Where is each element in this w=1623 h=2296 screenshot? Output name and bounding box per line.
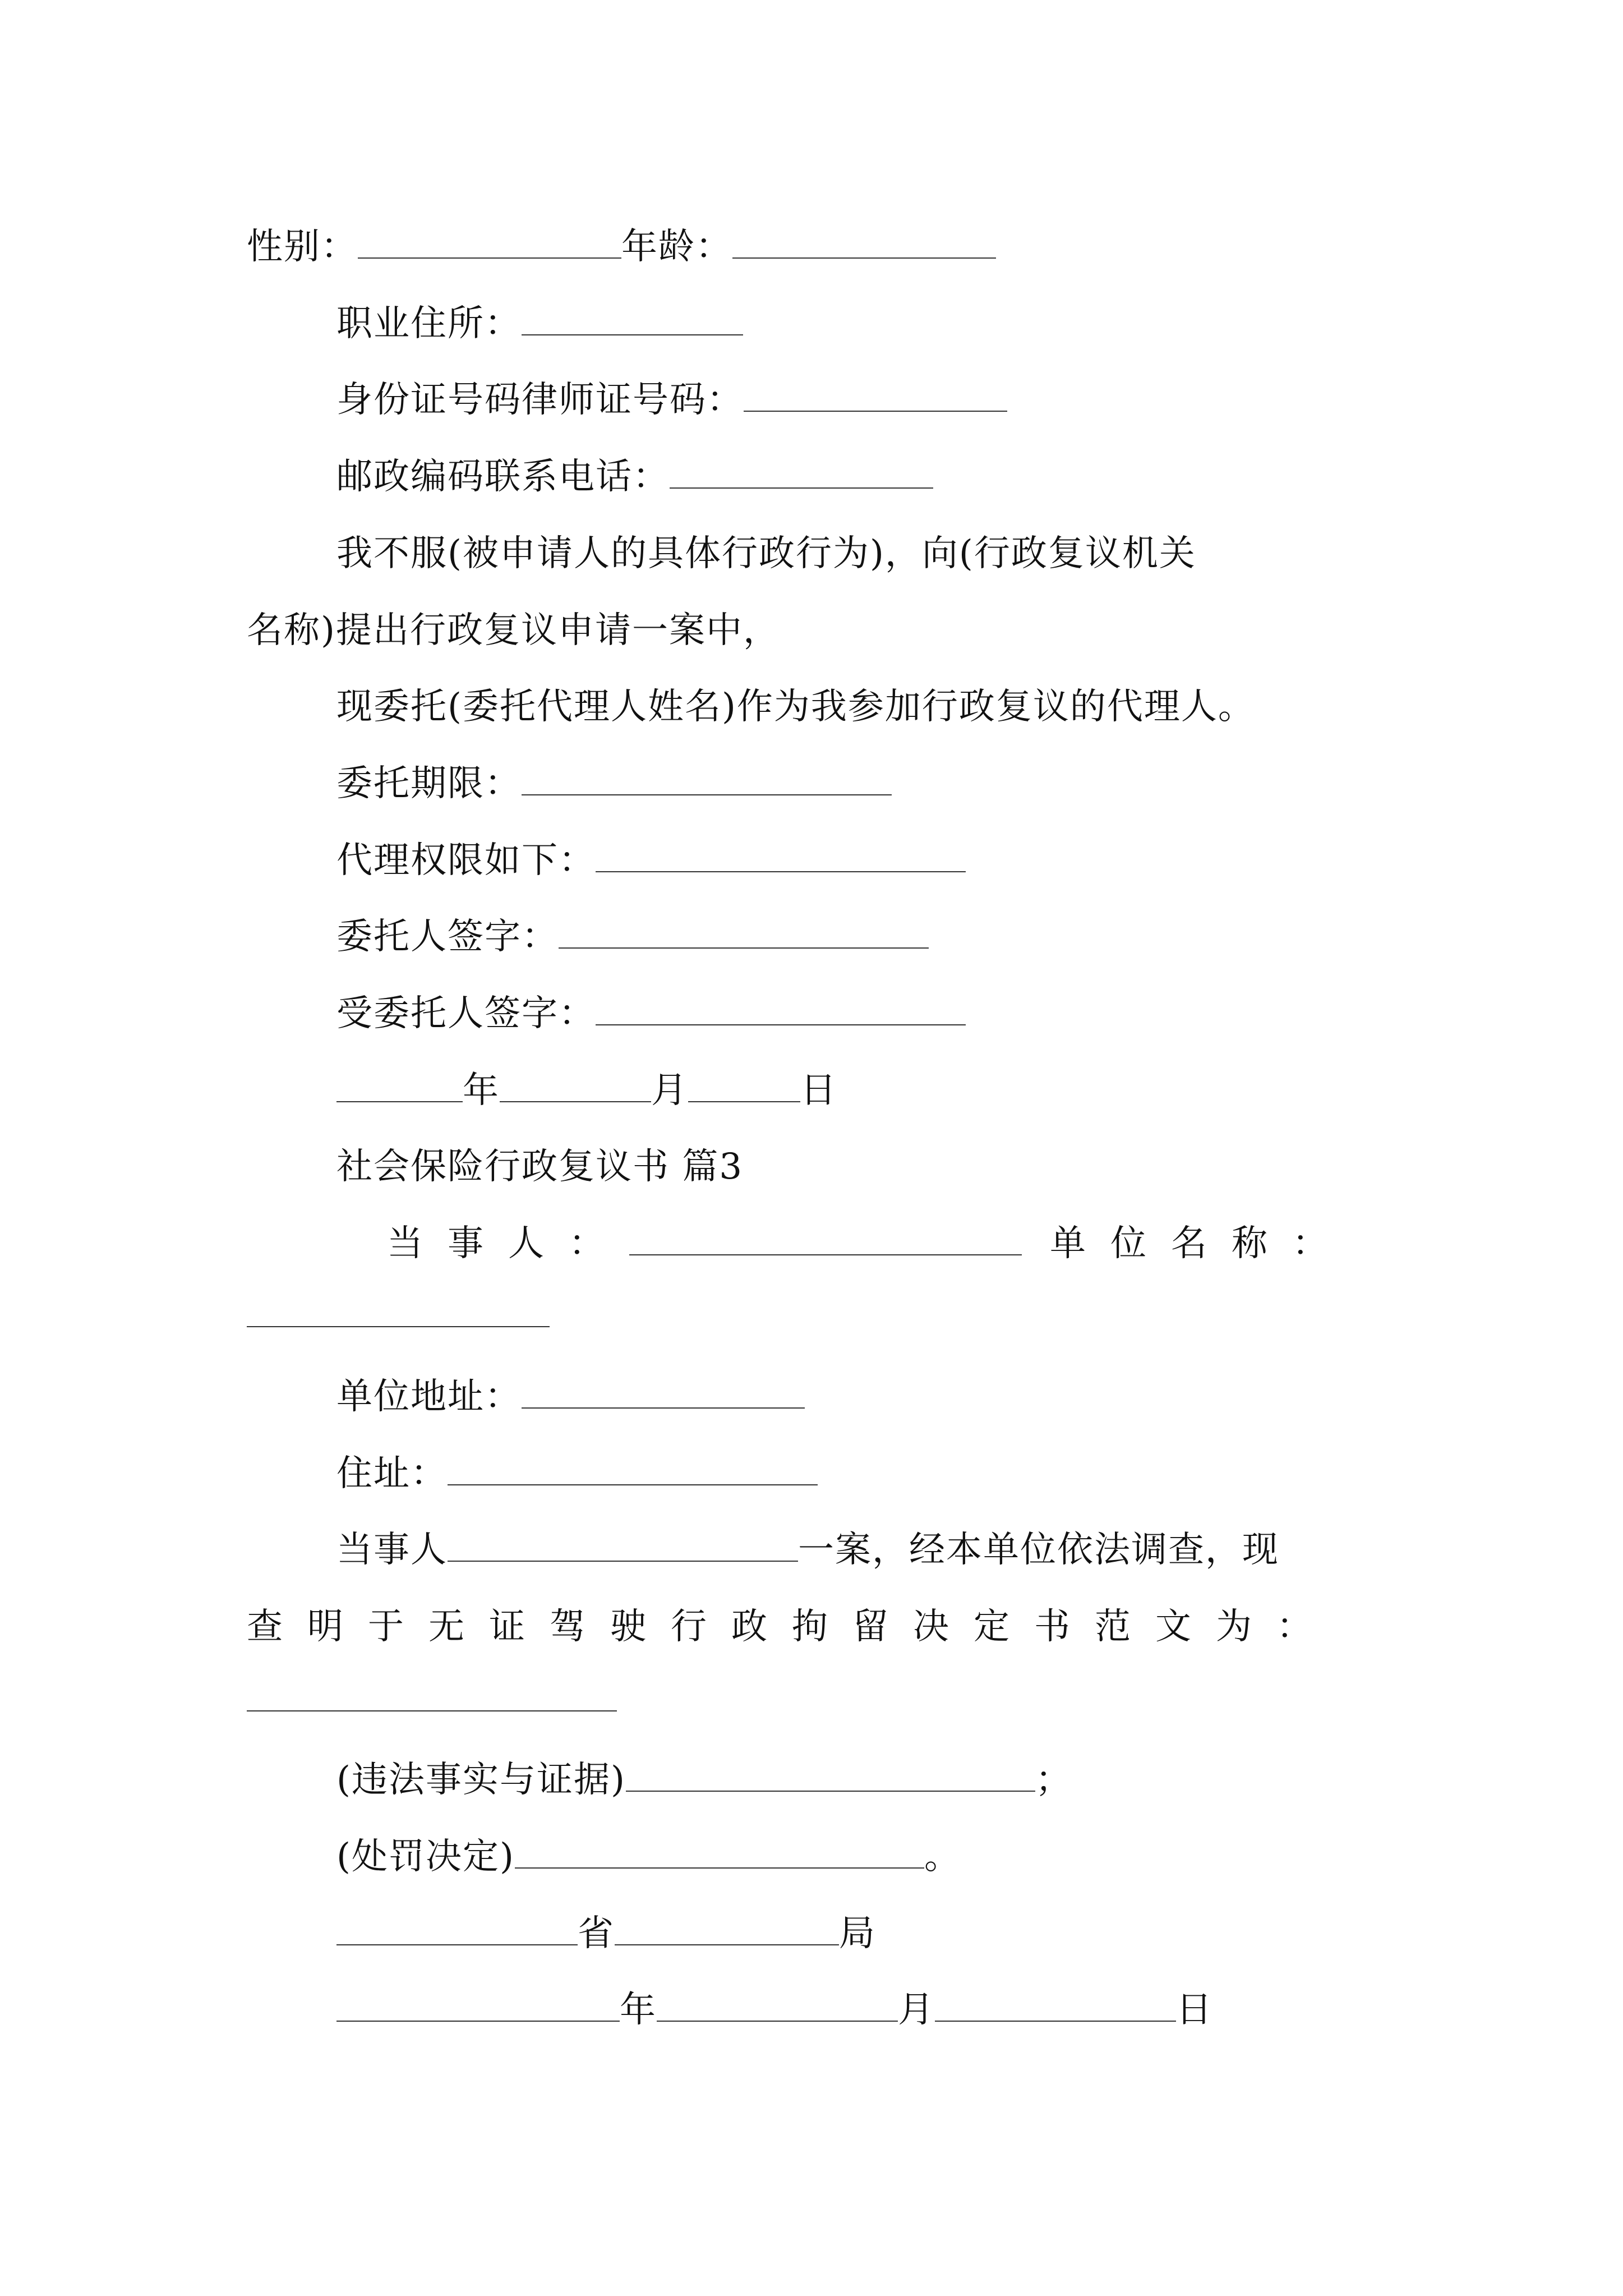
unit-name-label: 单位名称： [1050, 1223, 1353, 1264]
address-blank [448, 1455, 818, 1485]
term-label: 委托期限： [336, 763, 522, 804]
unit-address-label: 单位地址： [336, 1376, 522, 1418]
facts-line [336, 1749, 1072, 1811]
decision-end: 。 [924, 1836, 961, 1878]
case-findings-blank [247, 1681, 617, 1711]
closing-month-label: 月 [898, 1989, 935, 2031]
principal-sign-blank [559, 918, 929, 949]
case-text-1a: 当事人 [336, 1529, 448, 1571]
address-line [336, 1443, 818, 1504]
case-party-blank [448, 1531, 798, 1562]
occupation-address-blank [522, 305, 743, 335]
date-line [336, 1060, 837, 1121]
party-blank [629, 1225, 1022, 1255]
occupation-address-label: 职业住所： [336, 303, 522, 344]
statement-text-1: 我不服(被申请人的具体行政行为)，向(行政复议机关 [336, 533, 1196, 574]
gender-age-line [247, 216, 996, 278]
day-label: 日 [800, 1070, 837, 1111]
closing-day-label: 日 [1176, 1989, 1213, 2031]
decision-line [336, 1826, 961, 1888]
closing-month-blank [657, 1991, 898, 2022]
case-text-1b: 一案，经本单位依法调查，现 [798, 1529, 1279, 1571]
case-line-2 [247, 1596, 1337, 1658]
facts-label: (违法事实与证据) [336, 1759, 626, 1801]
postal-phone-line [336, 446, 933, 508]
statement-line-2 [247, 600, 780, 661]
term-line [336, 753, 892, 815]
agent-sign-label: 受委托人签字： [336, 993, 596, 1034]
month-label: 月 [651, 1070, 688, 1111]
section-3-title: 社会保险行政复议书 篇3 [336, 1146, 744, 1188]
province-label: 省 [578, 1913, 615, 1954]
case-text-2: 查明于无证驾驶行政拘留决定书范文为： [247, 1606, 1337, 1648]
principal-sign-label: 委托人签字： [336, 916, 559, 958]
age-blank [732, 228, 996, 259]
gender-label: 性别： [247, 226, 358, 268]
closing-year-label: 年 [620, 1989, 657, 2031]
case-continuation-line [247, 1669, 617, 1731]
authority-blank [596, 842, 966, 872]
unit-name-blank [247, 1297, 550, 1327]
case-line-1 [336, 1519, 1279, 1581]
year-label: 年 [463, 1070, 500, 1111]
occupation-address-line [336, 293, 743, 355]
party-label: 当事人： [387, 1223, 629, 1264]
decision-label: (处罚决定) [336, 1836, 515, 1878]
facts-end: ； [1035, 1759, 1072, 1801]
closing-year-blank [336, 1991, 620, 2022]
month-blank [500, 1072, 651, 1102]
unit-address-blank [522, 1378, 805, 1409]
id-lawyer-no-line [336, 369, 1007, 431]
authority-label: 代理权限如下： [336, 840, 596, 881]
agent-sign-blank [596, 995, 966, 1025]
unit-address-line [336, 1366, 805, 1428]
term-blank [522, 765, 892, 795]
facts-blank [626, 1761, 1035, 1792]
bureau-label: 局 [839, 1913, 876, 1954]
decision-blank [515, 1838, 924, 1869]
closing-day-blank [935, 1991, 1176, 2022]
province-blank [336, 1915, 578, 1945]
id-lawyer-no-label: 身份证号码律师证号码： [336, 379, 744, 421]
party-unit-line [387, 1213, 1353, 1274]
unit-name-continuation-line [247, 1285, 550, 1346]
bureau-blank [615, 1915, 839, 1945]
postal-phone-blank [670, 458, 933, 489]
statement-text-2: 名称)提出行政复议申请一案中， [247, 610, 780, 651]
province-bureau-line [336, 1903, 876, 1964]
closing-date-line [336, 1979, 1213, 2041]
section-3-title-line [336, 1136, 743, 1198]
address-label: 住址： [336, 1453, 448, 1494]
statement-line-3 [336, 676, 1255, 738]
agent-sign-line [336, 983, 966, 1045]
age-label: 年龄： [621, 226, 732, 268]
postal-phone-label: 邮政编码联系电话： [336, 456, 670, 498]
statement-text-3: 现委托(委托代理人姓名)作为我参加行政复议的代理人。 [336, 686, 1255, 728]
gender-blank [358, 228, 621, 259]
day-blank [688, 1072, 800, 1102]
principal-sign-line [336, 906, 929, 968]
id-lawyer-no-blank [744, 381, 1007, 412]
authority-line [336, 830, 966, 891]
year-blank [336, 1072, 463, 1102]
statement-line-1 [336, 523, 1196, 585]
